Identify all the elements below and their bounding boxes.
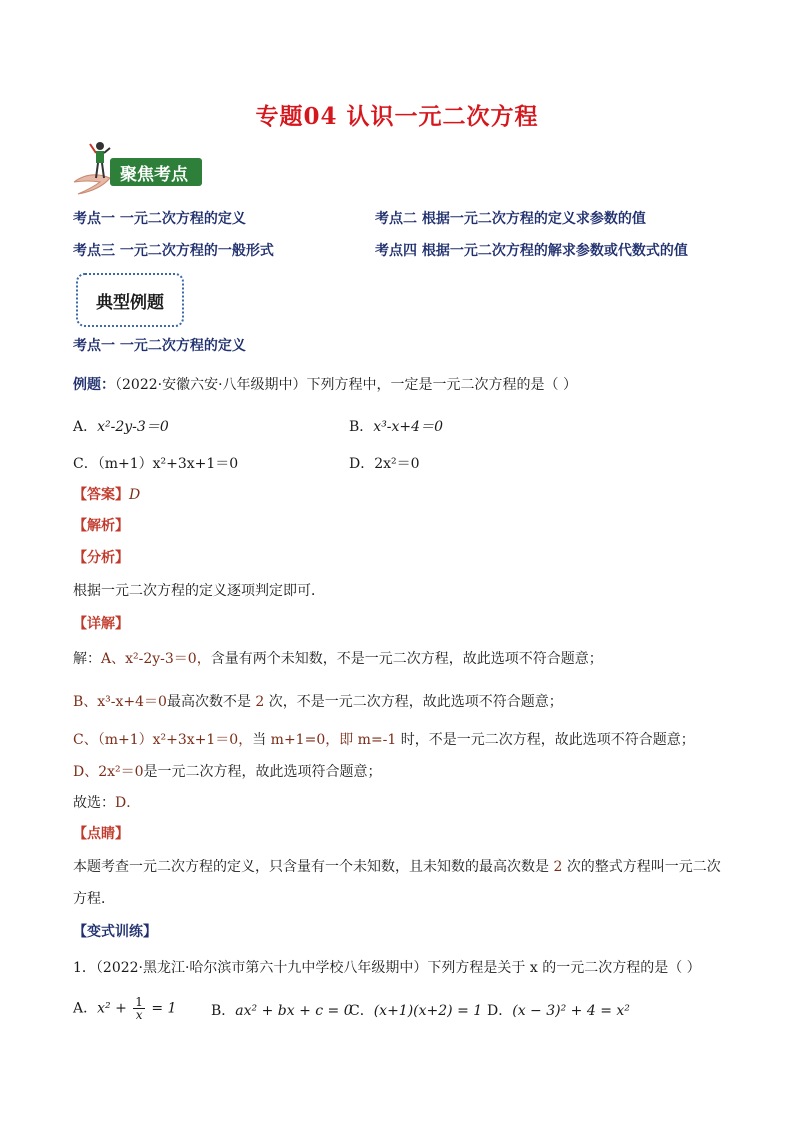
banner-label: 聚焦考点 (120, 165, 188, 185)
option-d-text: 2x²＝0 (374, 456, 420, 472)
detail-2-math: B、x³-x+4＝0 (73, 694, 167, 710)
xiangjie-label: 【详解】 (73, 616, 129, 632)
dianjing-1-b: 次的整式方程叫一元二次 (566, 859, 721, 875)
ex1-a-den: x (135, 1008, 143, 1022)
answer-line (73, 484, 140, 504)
ex1-c-label: C． (349, 1003, 374, 1019)
answer-value: D (129, 487, 141, 503)
option-b-text: x³-x+4＝0 (373, 419, 443, 435)
jiexi-label: 【解析】 (73, 518, 129, 534)
detail-4-math: D、2x²＝0 (73, 764, 144, 780)
kaodian-1: 考点一 一元二次方程的定义 (73, 211, 246, 227)
detail-3-a: 当 (252, 732, 267, 748)
detail-2-n: 2 (250, 694, 269, 710)
example-question (73, 374, 577, 394)
section-title: 考点一 一元二次方程的定义 (73, 338, 246, 354)
detail-5-b: D． (115, 795, 141, 811)
dianjing-1-a: 本题考查一元二次方程的定义，只含量有一个未知数，且未知数的最高次数是 (73, 859, 549, 875)
option-d-label: D． (349, 456, 375, 472)
page-title: 专题04 认识一元二次方程 (255, 103, 539, 130)
ex1-a-num: 1 (135, 995, 143, 1009)
kaodian-3: 考点三 一元二次方程的一般形式 (73, 243, 274, 259)
exercise-1-option-d (487, 1000, 630, 1020)
detail-1-math: A、x²-2y-3＝0， (101, 651, 211, 667)
dianjing-label: 【点睛】 (73, 826, 129, 842)
detail-1-rest: 含量有两个未知数，不是一元二次方程，故此选项不符合题意； (210, 651, 603, 667)
exercise-1-option-a (73, 996, 176, 1021)
kaodian-2: 考点二 根据一元二次方程的定义求参数的值 (375, 211, 646, 227)
dianjing-line-2: 方程． (73, 891, 115, 907)
detail-line-2 (73, 691, 563, 711)
detail-line-5 (73, 792, 140, 812)
detail-line-3 (73, 729, 695, 749)
ex1-a-fraction (133, 996, 145, 1021)
exercise-1-option-b (211, 1000, 353, 1020)
dianjing-line-1 (73, 856, 721, 876)
typical-example-box (76, 273, 184, 327)
typical-example-label: 典型例题 (96, 293, 164, 313)
fenxi-text: 根据一元二次方程的定义逐项判定即可． (73, 583, 325, 599)
example-text: （2022·安徽六安·八年级期中）下列方程中，一定是一元二次方程的是（ ） (115, 377, 577, 393)
detail-3-m: m+1=0，即 m=-1 (266, 732, 401, 748)
detail-2-rest: 次，不是一元二次方程，故此选项不符合题意； (268, 694, 563, 710)
option-c (73, 453, 238, 473)
detail-5-a: 故选： (73, 795, 115, 811)
option-b-label: B． (349, 419, 374, 435)
option-a-label: A． (73, 419, 98, 435)
example-label: 例题： (73, 377, 115, 393)
detail-line-1 (73, 648, 603, 668)
ex1-c-text: (x+1)(x+2) = 1 (373, 1003, 483, 1019)
option-a-text: x²-2y-3＝0 (97, 419, 169, 435)
bianshi-label: 【变式训练】 (73, 924, 157, 940)
option-a (73, 416, 169, 436)
option-d (349, 453, 420, 473)
ex1-d-text: (x − 3)² + 4 = x² (512, 1003, 630, 1019)
kaodian-4: 考点四 根据一元二次方程的解求参数或代数式的值 (375, 243, 688, 259)
ex1-b-label: B． (211, 1003, 236, 1019)
option-c-label: C． (73, 456, 98, 472)
detail-3-math: C、（m+1）x²+3x+1＝0， (73, 732, 253, 748)
ex1-b-text: ax² + bx + c = 0 (235, 1003, 353, 1019)
option-c-text: （m+1）x²+3x+1＝0 (97, 456, 239, 472)
ex1-d-label: D． (487, 1003, 513, 1019)
ex1-a-right: = 1 (146, 1000, 177, 1017)
ex1-a-left: x² + (97, 1000, 132, 1017)
dianjing-1-n: 2 (549, 859, 567, 875)
exercise-1-question: 1．（2022·黑龙江·哈尔滨市第六十九中学校八年级期中）下列方程是关于 x 的一元二次方程的是（ ） (73, 960, 701, 976)
detail-line-4 (73, 761, 382, 781)
answer-label: 【答案】 (73, 487, 129, 503)
fenxi-label: 【分析】 (73, 550, 129, 566)
detail-1-prefix: 解： (73, 651, 101, 667)
detail-3-rest: 时，不是一元二次方程，故此选项不符合题意； (400, 732, 695, 748)
student-figure-icon (88, 140, 112, 180)
detail-2-a: 最高次数不是 (166, 694, 251, 710)
exercise-1-option-c (349, 1000, 482, 1020)
ex1-a-label: A． (73, 1000, 98, 1017)
focus-banner (70, 140, 210, 198)
option-b (349, 416, 443, 436)
detail-4-rest: 是一元二次方程，故此选项符合题意； (143, 764, 382, 780)
